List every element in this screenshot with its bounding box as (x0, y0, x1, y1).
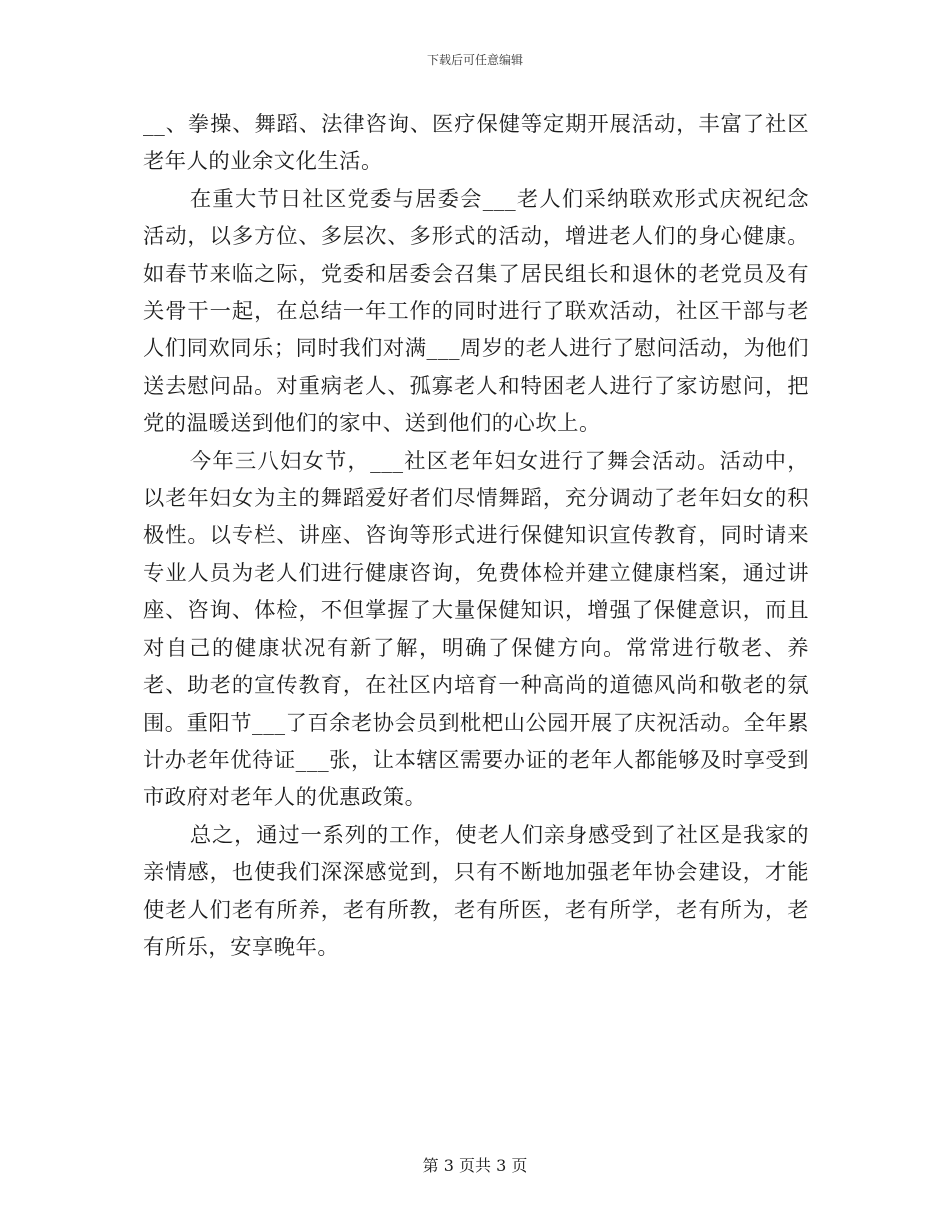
paragraph-festival-activities: 在重大节日社区党委与居委会___老人们采纳联欢形式庆祝纪念活动，以多方位、多层次、多形式的活动，增进老人们的身心健康。如春节来临之际，党委和居委会召集了居民组长和退休的老党员及有关骨干一起，在总结一年工作的同时进行了联欢活动，社区干部与老人们同欢同乐；同时我们对满___周岁的老人进行了慰问活动，为他们送去慰问品。对重病老人、孤寡老人和特困老人进行了家访慰问，把党的温暖送到他们的家中、送到他们的心坎上。 (143, 186, 809, 437)
paragraph-womens-day: 今年三八妇女节，___社区老年妇女进行了舞会活动。活动中，以老年妇女为主的舞蹈爱好者们尽情舞蹈，充分调动了老年妇女的积极性。以专栏、讲座、咨询等形式进行保健知识宣传教育，同时请来专业人员为老人们进行健康咨询，免费体检并建立健康档案，通过讲座、咨询、体检，不但掌握了大量保健知识，增强了保健意识，而且对自己的健康状况有新了解，明确了保健方向。常常进行敬老、养老、助老的宣传教育，在社区内培育一种高尚的道德风尚和敬老的氛围。重阳节___了百余老协会员到枇杷山公园开展了庆祝活动。全年累计办老年优待证___张，让本辖区需要办证的老年人都能够及时享受到市政府对老年人的优惠政策。 (143, 448, 809, 811)
page-header: 下载后可任意编辑 (426, 53, 523, 67)
paragraph-continued: __、拳操、舞蹈、法律咨询、医疗保健等定期开展活动，丰富了社区老年人的业余文化生活。 (143, 112, 809, 175)
page-number: 第 3 页共 3 页 (422, 1156, 528, 1175)
paragraph-conclusion: 总之，通过一系列的工作，使老人们亲身感受到了社区是我家的亲情感，也使我们深深感觉到，只有不断地加强老年协会建设，才能使老人们老有所养，老有所教，老有所医，老有所学，老有所为，老有所乐，安享晚年。 (143, 822, 809, 960)
document-body (143, 106, 809, 966)
